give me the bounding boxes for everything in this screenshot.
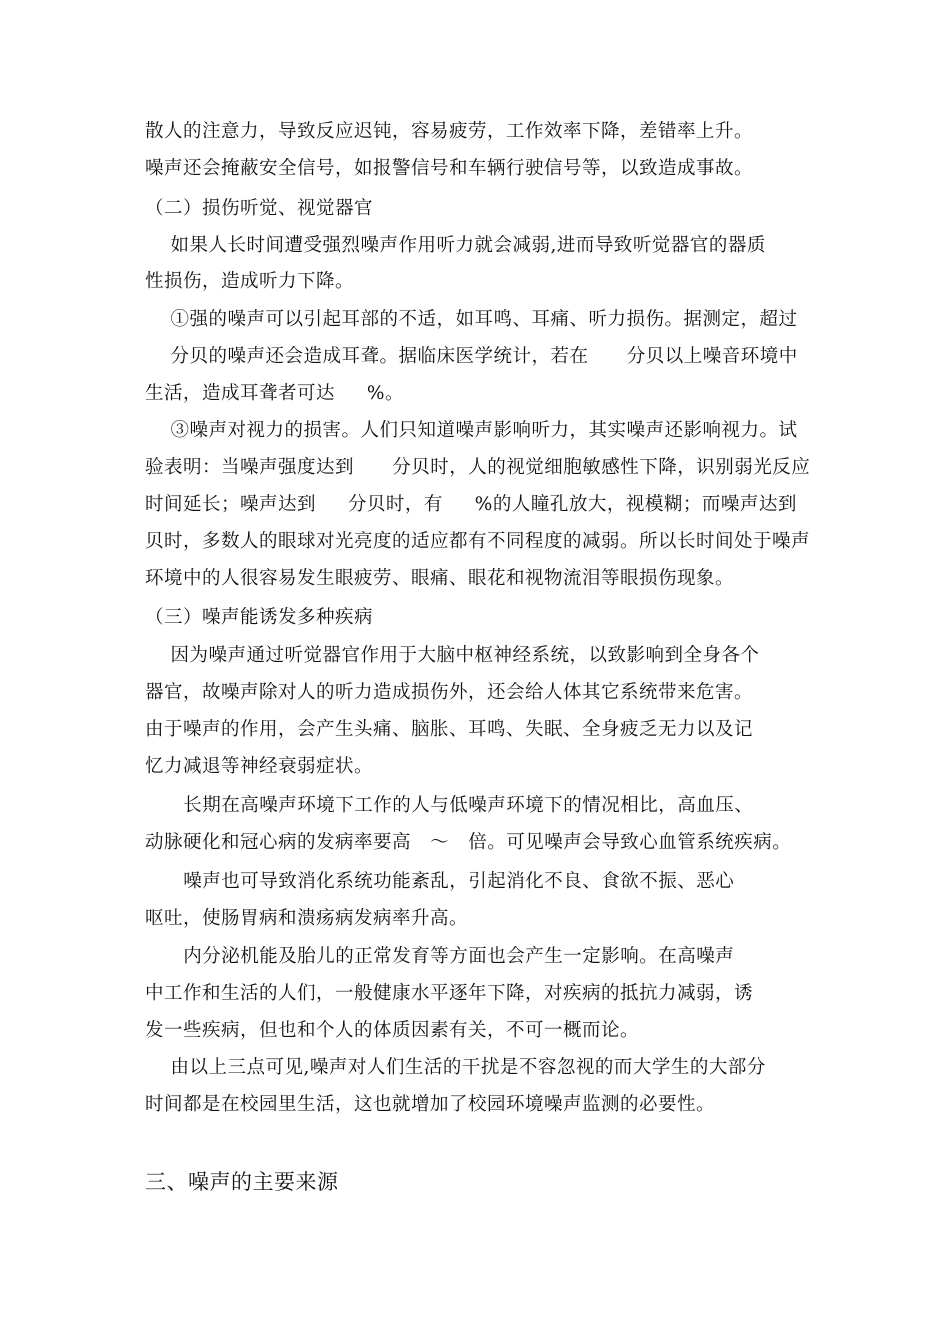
subsection-heading: （三）噪声能诱发多种疾病 — [145, 607, 374, 628]
text-line: ①强的噪声可以引起耳部的不适，如耳鸣、耳痛、听力损伤。据测定，超过 — [145, 309, 798, 330]
section-heading: 三、噪声的主要来源 — [145, 1170, 339, 1194]
text-line: 如果人长时间遭受强烈噪声作用听力就会减弱,进而导致听觉器官的器质 — [145, 235, 766, 256]
text-line: 时间都是在校园里生活，这也就增加了校园环境噪声监测的必要性。 — [145, 1094, 716, 1115]
text-line: 分贝的噪声还会造成耳聋。据临床医学统计，若在 分贝以上噪音环境中 — [145, 346, 798, 367]
text-line: 环境中的人很容易发生眼疲劳、眼痛、眼花和视物流泪等眼损伤现象。 — [145, 568, 735, 589]
text-line: 中工作和生活的人们，一般健康水平逐年下降，对疾病的抵抗力减弱，诱 — [145, 983, 754, 1004]
text-line: 由以上三点可见,噪声对人们生活的干扰是不容忽视的而大学生的大部分 — [145, 1057, 766, 1078]
text-line: ③噪声对视力的损害。人们只知道噪声影响听力，其实噪声还影响视力。试 — [145, 420, 798, 441]
text-line: 发一些疾病，但也和个人的体质因素有关，不可一概而论。 — [145, 1020, 640, 1041]
text-line: 噪声也可导致消化系统功能紊乱，引起消化不良、食欲不振、恶心 — [145, 871, 735, 892]
text-line: 器官，故噪声除对人的听力造成损伤外，还会给人体其它系统带来危害。 — [145, 682, 754, 703]
text-line: 因为噪声通过听觉器官作用于大脑中枢神经系统，以致影响到全身各个 — [145, 645, 760, 666]
text-line: 时间延长；噪声达到 分贝时，有 %的人瞳孔放大，视模糊；而噪声达到 — [145, 494, 797, 515]
text-line: 动脉硬化和冠心病的发病率要高 ～ 倍。可见噪声会导致心血管系统疾病。 — [145, 832, 792, 853]
text-line: 性损伤，造成听力下降。 — [145, 271, 355, 292]
text-line: 贝时，多数人的眼球对光亮度的适应都有不同程度的减弱。所以长时间处于噪声 — [145, 531, 811, 552]
text-line: 生活，造成耳聋者可达 %。 — [145, 383, 404, 404]
text-line: 散人的注意力，导致反应迟钝，容易疲劳，工作效率下降，差错率上升。 — [145, 121, 754, 142]
text-line: 验表明：当噪声强度达到 分贝时，人的视觉细胞敏感性下降，识别弱光反应 — [145, 457, 811, 478]
text-line: 内分泌机能及胎儿的正常发育等方面也会产生一定影响。在高噪声 — [145, 946, 735, 967]
text-line: 由于噪声的作用，会产生头痛、脑胀、耳鸣、失眠、全身疲乏无力以及记 — [145, 719, 754, 740]
text-line: 噪声还会掩蔽安全信号，如报警信号和车辆行驶信号等，以致造成事故。 — [145, 158, 754, 179]
subsection-heading: （二）损伤听觉、视觉器官 — [145, 198, 374, 219]
text-line: 忆力减退等神经衰弱症状。 — [145, 756, 374, 777]
text-line: 呕吐，使肠胃病和溃疡病发病率升高。 — [145, 908, 469, 929]
text-line: 长期在高噪声环境下工作的人与低噪声环境下的情况相比，高血压、 — [145, 795, 754, 816]
